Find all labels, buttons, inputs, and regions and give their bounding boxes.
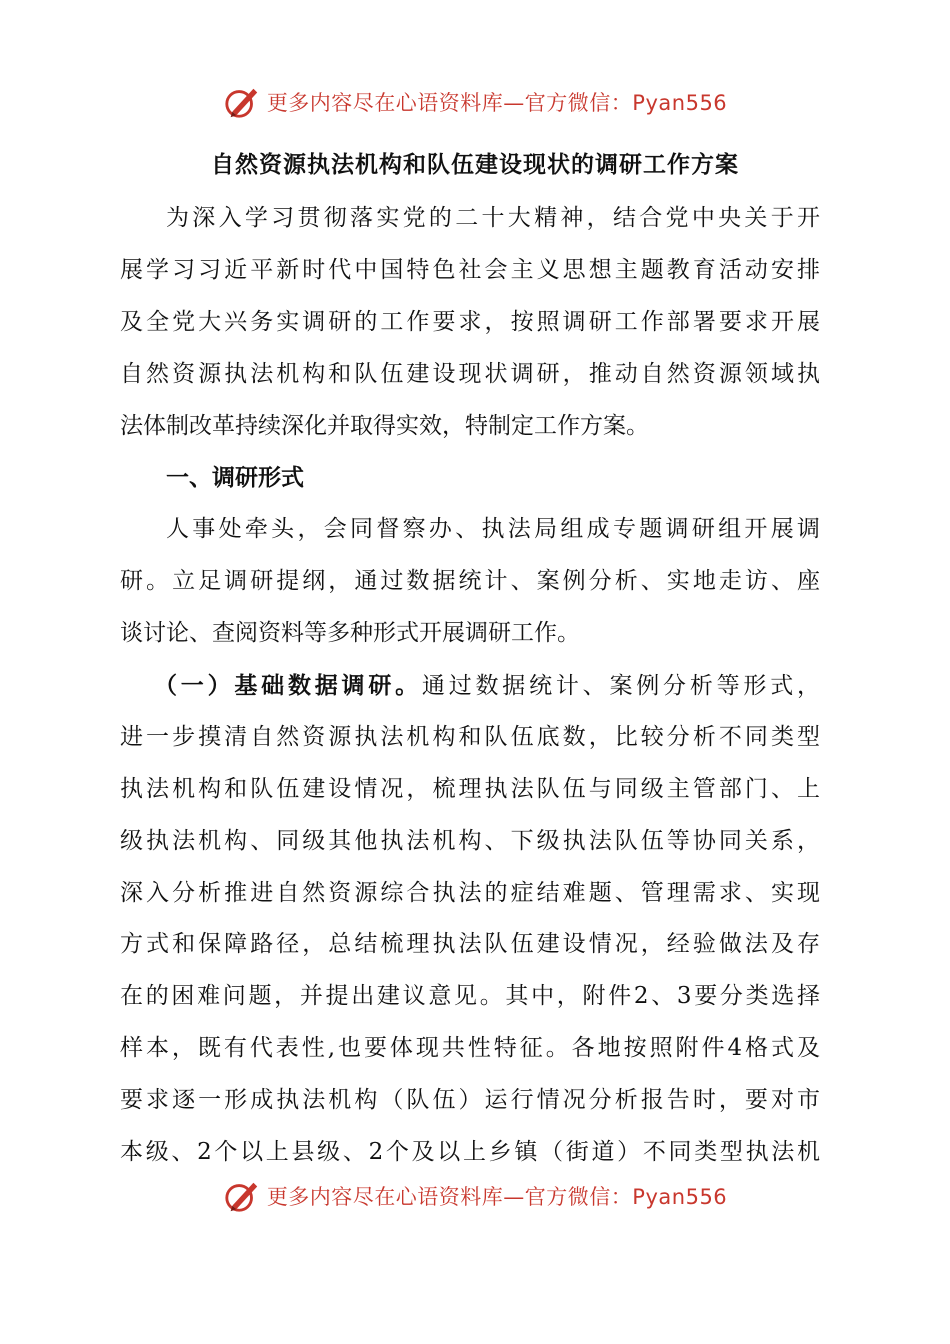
subsection-line: 要求逐一形成执法机构（队伍）运行情况分析报告时，要对市 [120, 1087, 820, 1114]
document-title: 自然资源执法机构和队伍建设现状的调研工作方案 [211, 151, 739, 178]
subsection-line: 深入分析推进自然资源综合执法的症结难题、管理需求、实现 [120, 879, 820, 906]
subsection-line: 级执法机构、同级其他执法机构、下级执法队伍等协同关系， [120, 827, 820, 854]
subsection-line: 在的困难问题，并提出建议意见。其中，附件2、3要分类选择 [120, 983, 820, 1010]
intro-line: 自然资源执法机构和队伍建设现状调研，推动自然资源领域执 [120, 360, 820, 387]
subsection-line: 方式和保障路径，总结梳理执法队伍建设情况，经验做法及存 [120, 931, 820, 958]
intro-line: 为深入学习贯彻落实党的二十大精神，结合党中央关于开 [166, 205, 820, 231]
section-line: 人事处牵头，会同督察办、执法局组成专题调研组开展调 [166, 516, 820, 543]
subsection-line: 执法机构和队伍建设情况，梳理执法队伍与同级主管部门、上 [120, 775, 820, 802]
subsection-line: 样本，既有代表性,也要体现共性特征。各地按照附件4格式及 [120, 1035, 820, 1062]
intro-line: 法体制改革持续深化并取得实效，特制定工作方案。 [120, 412, 649, 439]
watermark-banner-bottom [0, 1174, 950, 1218]
pen-logo-icon [223, 1177, 261, 1215]
section-line: 谈讨论、查阅资料等多种形式开展调研工作。 [120, 620, 580, 647]
watermark-text: 更多内容尽在心语资料库—官方微信：Pyan556 [266, 91, 728, 115]
subsection-line: 本级、2个以上县级、2个及以上乡镇（街道）不同类型执法机 [120, 1139, 820, 1166]
section-line: 研。立足调研提纲，通过数据统计、案例分析、实地走访、座 [120, 568, 820, 595]
subsection-first-line [120, 660, 820, 712]
watermark-text: 更多内容尽在心语资料库—官方微信：Pyan556 [266, 1185, 728, 1209]
subsection-line: 进一步摸清自然资源执法机构和队伍底数，比较分析不同类型 [120, 723, 820, 750]
intro-line: 展学习习近平新时代中国特色社会主义思想主题教育活动安排 [120, 256, 820, 283]
subsection-lead: （一）基础数据调研。 [154, 672, 422, 700]
pen-logo-icon [223, 83, 261, 121]
intro-line: 及全党大兴务实调研的工作要求，按照调研工作部署要求开展 [120, 308, 820, 335]
document-body [120, 193, 820, 1179]
watermark-banner-top [0, 80, 950, 124]
subsection-lead-rest: 通过数据统计、案例分析等形式， [421, 673, 820, 700]
section-heading: 一、调研形式 [166, 464, 304, 492]
